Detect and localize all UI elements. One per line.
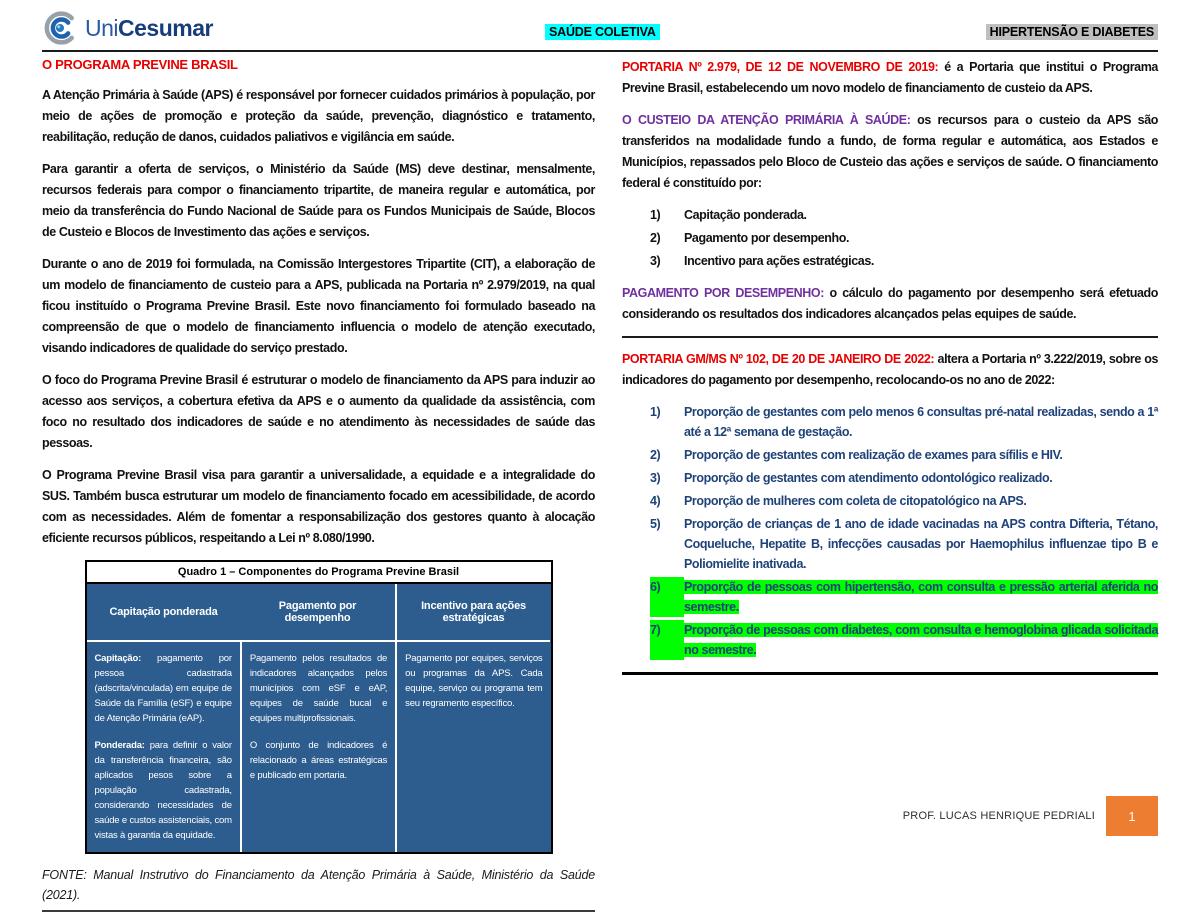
portaria-102-text: altera a Portaria nº 3.222/2019, sobre os indicadores do pagamento por desempenho, recolocando-os no ano de 2022: [622, 352, 1158, 387]
item-text: Proporção de crianças de 1 ano de idade vacinadas na APS contra Difteria, Tétano, Coqueluche, Hepatite B, infecções causadas por Haemophilus influenzae tipo B e Poliomielite inativada. [684, 517, 1158, 571]
indicator-item-highlighted [650, 620, 1158, 660]
item-number: 5) [650, 517, 661, 531]
table-header-pagamento: Pagamento por desempenho [278, 600, 357, 624]
topic-badge: HIPERTENSÃO E DIABETES [986, 24, 1158, 40]
paragraph-custeio [622, 110, 1158, 194]
pagamento-heading: PAGAMENTO POR DESEMPENHO: [622, 286, 825, 300]
unicesumar-logo-icon [42, 10, 78, 46]
cell-text: para definir o valor da transferência financeira, são aplicados pesos sobre a população cadastrada, considerando necessidades de saúde e custos assistenciais, com vistas à garantia da equidade. [94, 740, 232, 841]
item-text: Capitação ponderada. [684, 208, 807, 222]
table-caption: Quadro 1 – Componentes do Programa Previne Brasil [87, 562, 551, 584]
item-text: Proporção de pessoas com hipertensão, com consulta e pressão arterial aferida no semestre. [684, 580, 1158, 614]
cell-paragraph: O conjunto de indicadores é relacionado a áreas estratégicas e publicado em portaria. [249, 740, 388, 781]
table-body-row [87, 640, 551, 852]
unicesumar-logo [42, 10, 213, 46]
indicator-item [650, 445, 1158, 465]
item-number: 3) [650, 254, 661, 268]
item-number: 2) [650, 448, 661, 462]
portaria-102-heading: PORTARIA GM/MS Nº 102, DE 20 DE JANEIRO DE 2022: [622, 352, 935, 366]
table-cell-incentivo [395, 640, 550, 852]
item-text: Proporção de mulheres com coleta de citopatológico na APS. [684, 494, 1027, 508]
item-number: 1) [650, 208, 661, 222]
item-number: 1) [650, 405, 661, 419]
end-of-section-divider [622, 672, 1158, 675]
indicator-item-highlighted [650, 577, 1158, 617]
paragraph-pagamento [622, 283, 1158, 325]
right-column [622, 57, 1158, 675]
item-number: 7) [650, 620, 684, 660]
portaria-2979-text: é a Portaria que institui o Programa Previne Brasil, estabelecendo um novo modelo de financiamento de custeio da APS. [622, 60, 1158, 95]
item-text: Proporção de pessoas com diabetes, com consulta e hemoglobina glicada solicitada no semestre. [684, 623, 1158, 657]
paragraph-portaria-102 [622, 349, 1158, 391]
list-item [650, 228, 1158, 248]
indicator-item [650, 514, 1158, 574]
paragraph: O Programa Previne Brasil visa para garantir a universalidade, a equidade e a integralidade do SUS. Também busca estruturar um modelo de financiamento focado em acessibilidade, de acordo com as necessidades. Além de fomentar a responsabilização dos gestores quanto à alocação eficiente recursos públicos, respeitando a Lei nº 8.080/1990. [42, 468, 595, 545]
cell-paragraph: Pagamento pelos resultados de indicadores alcançados pelos municípios com eSF e eAP, equipes de saúde bucal e equipes multiprofissionais. [249, 653, 388, 724]
paragraph-portaria-2979 [622, 57, 1158, 99]
item-text: Proporção de gestantes com atendimento odontológico realizado. [684, 471, 1053, 485]
logo-uni: Uni [85, 14, 119, 41]
table-cell-pagamento [240, 640, 395, 852]
table-header-row [87, 584, 551, 640]
page-number: 1 [1128, 808, 1136, 824]
page-header [42, 8, 1158, 50]
professor-name: PROF. LUCAS HENRIQUE PEDRIALI [902, 810, 1095, 822]
item-number: 6) [650, 577, 684, 617]
item-number: 4) [650, 494, 661, 508]
item-text: Proporção de gestantes com pelo menos 6 consultas pré-natal realizadas, sendo a 1ª até a 12ª semana de gestação. [684, 405, 1158, 439]
source-note: FONTE: Manual Instrutivo do Financiamento da Atenção Primária à Saúde, Ministério da Saúde (2021). [42, 868, 595, 902]
item-text: Proporção de gestantes com realização de exames para sífilis e HIV. [684, 448, 1063, 462]
indicator-item [650, 491, 1158, 511]
cell-paragraph [95, 651, 232, 726]
paragraph: Durante o ano de 2019 foi formulada, na Comissão Intergestores Tripartite (CIT), a elaboração de um modelo de financiamento de custeio para a APS, publicada na Portaria nº 2.979/2019, na qual ficou instituído o Programa Previne Brasil. Este novo financiamento foi formulado baseado na compreensão de que o modelo de financiamento influencia o modelo de atenção executado, visando indicadores de qualidade do serviço prestado. [42, 257, 595, 355]
pagamento-text: o cálculo do pagamento por desempenho será efetuado considerando os resultados dos indicadores alcançados pelas equipes de saúde. [622, 286, 1158, 321]
portaria-2979-heading: PORTARIA Nº 2.979, DE 12 DE NOVEMBRO DE 2019: [622, 60, 939, 74]
item-text: Pagamento por desempenho. [684, 231, 850, 245]
section-title: O PROGRAMA PREVINE BRASIL [42, 57, 238, 72]
indicators-list [622, 402, 1158, 660]
custeio-text: os recursos para o custeio da APS são transferidos na modalidade fundo a fundo, de forma regular e automática, aos Estados e Municípios, repassados pelo Bloco de Custeio das ações e serviços de saúde. O financiamento federal é constituído por: [622, 113, 1158, 190]
course-badge: SAÚDE COLETIVA [545, 24, 660, 40]
page-footer [903, 796, 1158, 836]
item-text: Incentivo para ações estratégicas. [684, 254, 874, 268]
list-item [650, 251, 1158, 271]
page-number-box [1106, 796, 1158, 836]
paragraph: Para garantir a oferta de serviços, o Ministério da Saúde (MS) deve destinar, mensalmente, recursos federais para compor o financiamento tripartite, de maneira regular e automática, por meio da transferência do Fundo Nacional de Saúde para os Fundos Municipais de Saúde, Blocos de Custeio e Blocos de Investimento das ações e serviços. [42, 162, 595, 239]
cell-paragraph [95, 738, 232, 843]
list-item [650, 205, 1158, 225]
table-header-capitacao: Capitação ponderada [109, 606, 218, 618]
paragraph: O foco do Programa Previne Brasil é estruturar o modelo de financiamento da APS para induzir ao acesso aos serviços, a cobertura efetiva da APS e o aumento da qualidade da assistência, com foco no resultado dos indicadores de saúde e no atendimento às necessidades de saúde das pessoas. [42, 373, 595, 450]
cell-lead: Ponderada: [94, 740, 145, 751]
paragraph: A Atenção Primária à Saúde (APS) é responsável por fornecer cuidados primários à população, por meio de ações de promoção e proteção da saúde, prevenção, diagnóstico e tratamento, reabilitação, redução de danos, cuidados paliativos e vigilância em saúde. [42, 88, 595, 144]
indicator-item [650, 402, 1158, 442]
cell-text: pagamento por pessoa cadastrada (adscrita/vinculada) em equipe de Saúde da Família (eSF) e equipe de Atenção Primária (eAP). [94, 653, 232, 724]
funding-components-list [622, 205, 1158, 271]
item-number: 3) [650, 471, 661, 485]
table-cell-capitacao [87, 640, 240, 852]
custeio-heading: O CUSTEIO DA ATENÇÃO PRIMÁRIA À SAÚDE: [622, 113, 911, 127]
cell-paragraph: Pagamento por equipes, serviços ou programas da APS. Cada equipe, serviço ou programa tem seu regramento específico. [405, 653, 543, 709]
left-column [42, 57, 595, 912]
quadro-components-table [85, 560, 553, 854]
unicesumar-logo-text [85, 15, 213, 42]
indicator-item [650, 468, 1158, 488]
cell-lead: Capitação: [94, 653, 142, 664]
item-number: 2) [650, 231, 661, 245]
logo-cesumar: Cesumar [118, 14, 213, 41]
header-divider [42, 50, 1158, 52]
table-header-incentivo: Incentivo para ações estratégicas [395, 584, 551, 640]
section-divider [622, 336, 1158, 338]
